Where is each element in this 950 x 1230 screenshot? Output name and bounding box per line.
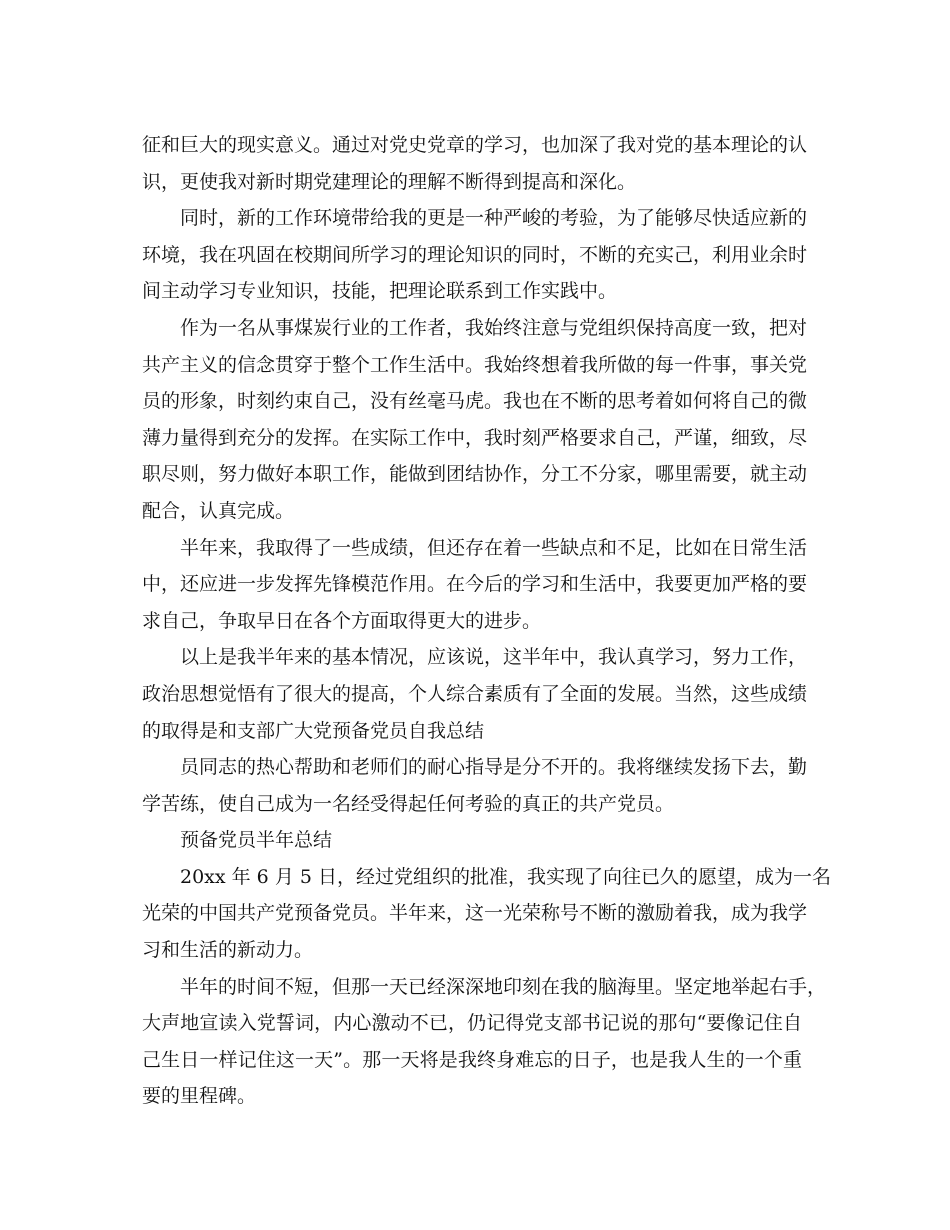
text-line: 20xx 年 6 月 5 日，经过党组织的批准，我实现了向往已久的愿望，成为一名 (180, 865, 831, 888)
text-line: 学苦练，使自己成为一名经受得起任何考验的真正的共产党员。 (142, 792, 675, 815)
text-line: 员同志的热心帮助和老师们的耐心指导是分不开的。我将继续发扬下去，勤 (180, 756, 808, 779)
text-line: 薄力量得到充分的发挥。在实际工作中，我时刻严格要求自己，严谨，细致，尽 (142, 426, 808, 449)
text-line: 预备党员半年总结 (180, 829, 333, 852)
text-line: 大声地宣读入党誓词，内心激动不已，仍记得党支部书记说的那句“要像记住自 (142, 1012, 802, 1035)
text-line: 以上是我半年来的基本情况，应该说，这半年中，我认真学习，努力工作， (180, 646, 808, 669)
text-line: 要的里程碑。 (142, 1085, 257, 1108)
text-line: 光荣的中国共产党预备党员。半年来，这一光荣称号不断的激励着我，成为我学 (142, 902, 808, 925)
text-line: 职尽则，努力做好本职工作，能做到团结协作，分工不分家，哪里需要，就主动 (142, 463, 808, 486)
text-line: 同时，新的工作环境带给我的更是一种严峻的考验，为了能够尽快适应新的 (180, 207, 808, 230)
text-line: 的取得是和支部广大党预备党员自我总结 (142, 719, 485, 742)
text-line: 识，更使我对新时期党建理论的理解不断得到提高和深化。 (142, 170, 637, 193)
text-line: 中，还应进一步发挥先锋模范作用。在今后的学习和生活中，我要更加严格的要 (142, 573, 808, 596)
text-line: 半年的时间不短，但那一天已经深深地印刻在我的脑海里。坚定地举起右手， (180, 975, 827, 998)
document-body (142, 127, 831, 1115)
text-line: 求自己，争取早日在各个方面取得更大的进步。 (142, 609, 542, 632)
text-line: 间主动学习专业知识，技能，把理论联系到工作实践中。 (142, 280, 618, 303)
text-line: 政治思想觉悟有了很大的提高，个人综合素质有了全面的发展。当然，这些成绩 (142, 682, 808, 705)
text-line: 员的形象，时刻约束自己，没有丝毫马虎。我也在不断的思考着如何将自己的微 (142, 390, 808, 413)
text-line: 征和巨大的现实意义。通过对党史党章的学习，也加深了我对党的基本理论的认 (142, 134, 808, 156)
text-line: 习和生活的新动力。 (142, 939, 314, 962)
text-line: 作为一名从事煤炭行业的工作者，我始终注意与党组织保持高度一致，把对 (180, 316, 808, 339)
text-line: 配合，认真完成。 (142, 499, 295, 522)
text-line: 己生日一样记住这一天”。那一天将是我终身难忘的日子，也是我人生的一个重 (142, 1048, 802, 1071)
text-line: 共产主义的信念贯穿于整个工作生活中。我始终想着我所做的每一件事，事关党 (142, 353, 808, 376)
text-line: 半年来，我取得了一些成绩，但还存在着一些缺点和不足，比如在日常生活 (180, 536, 808, 559)
text-line: 环境，我在巩固在校期间所学习的理论知识的同时，不断的充实己，利用业余时 (142, 243, 808, 266)
